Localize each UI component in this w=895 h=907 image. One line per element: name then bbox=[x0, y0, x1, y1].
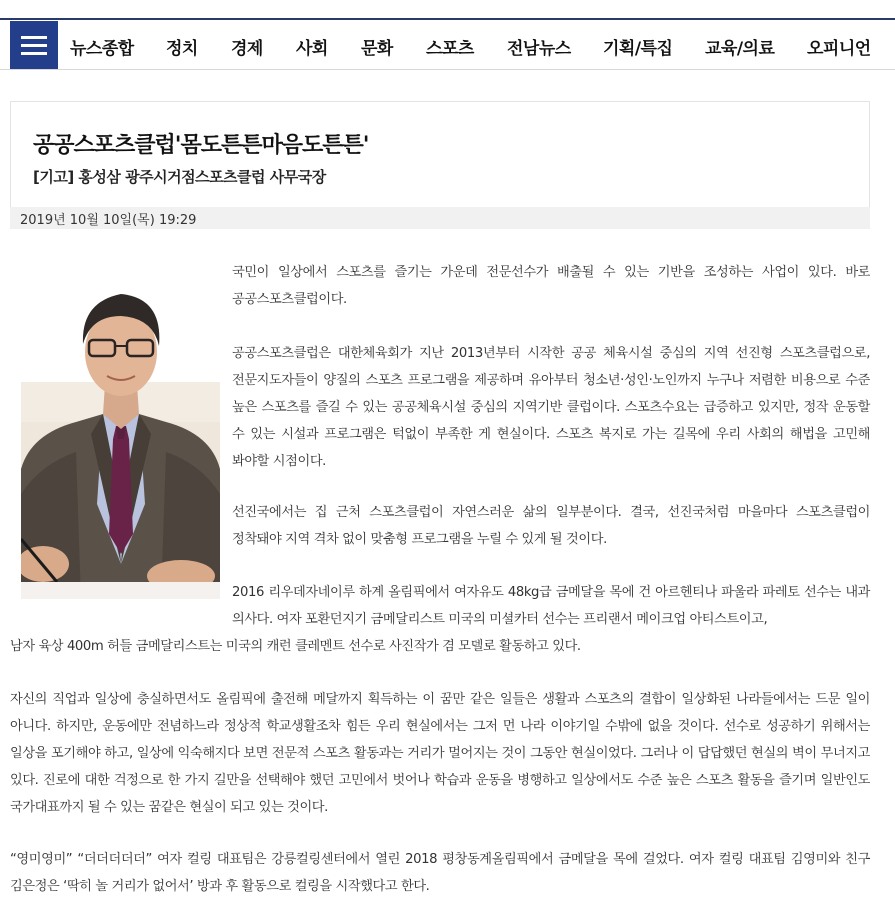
nav-item-society[interactable]: 사회 bbox=[296, 39, 328, 59]
hamburger-menu-icon[interactable] bbox=[10, 21, 58, 69]
article-paragraph-4-continued: 남자 육상 400m 허들 금메달리스트는 미국의 캐런 클레멘트 선수로 사진작가 겸 모델로 활동하고 있다. bbox=[10, 639, 581, 654]
date-bar bbox=[10, 207, 870, 229]
nav-item-economy[interactable]: 경제 bbox=[231, 39, 263, 59]
nav-item-politics[interactable]: 정치 bbox=[166, 39, 198, 59]
article-byline: [기고] 홍성삼 광주시거점스포츠클럽 사무국장 bbox=[33, 168, 326, 186]
nav-item-sports[interactable]: 스포츠 bbox=[426, 39, 474, 59]
article-paragraph-6: “영미영미” “더더더더더” 여자 컬링 대표팀은 강릉컬링센터에서 열린 2018 평창동계올림픽에서 금메달을 목에 걸었다. 여자 컬링 대표팀 김영미와 친구 김은정은 ‘딱히 놀 거리가 없어서’ 방과 후 활동으로 컬링을 시작했다고 한다. bbox=[10, 852, 870, 894]
nav-item-feature[interactable]: 기획/특집 bbox=[603, 39, 673, 59]
nav-item-culture[interactable]: 문화 bbox=[361, 39, 393, 59]
article-date: 2019년 10월 10일(목) 19:29 bbox=[20, 213, 197, 228]
article-headline: 공공스포츠클럽'몸도튼튼마음도튼튼' bbox=[33, 133, 369, 158]
article-paragraph-2: 공공스포츠클럽은 대한체육회가 지난 2013년부터 시작한 공공 체육시설 중심의 지역 선진형 스포츠클럽으로, 전문지도자들이 양질의 스포츠 프로그램을 제공하며 유아부터 청소년·성인·노인까지 누구나 저렴한 비용으로 수준 높은 스포츠를 즐길 수 있는 공공체육시설 중심의 지역기반 클럽이다. 스포츠수요는 급증하고 있지만, 정작 운동할 수 있는 시설과 프로그램은 턱없이 부족한 게 현실이다. 스포츠 복지로 가는 길목에 우리 사회의 해법을 고민해 봐야할 시점이다. bbox=[232, 346, 870, 469]
article-paragraph-1: 국민이 일상에서 스포츠를 즐기는 가운데 전문선수가 배출될 수 있는 기반을 조성하는 사업이 있다. 바로 공공스포츠클럽이다. bbox=[232, 265, 870, 307]
main-nav bbox=[0, 20, 895, 70]
article-paragraph-5: 자신의 직업과 일상에 충실하면서도 올림픽에 출전해 메달까지 획득하는 이 꿈만 같은 일들은 생활과 스포츠의 결합이 일상화된 나라들에서는 드문 일이 아니다. 하지만, 운동에만 전념하느라 정상적 학교생활조차 힘든 우리 현실에서는 그저 먼 나라 이야기일 수밖에 없을 것이다. 선수로 성공하기 위해서는 일상을 포기해야 하고, 일상에 익숙해지다 보면 전문적 스포츠 활동과는 거리가 멀어지는 것이 그동안 현실이었다. 그러나 이 답답했던 현실의 벽이 무너지고 있다. 진로에 대한 걱정으로 한 가지 길만을 선택해야 했던 고민에서 벗어나 학습과 운동을 병행하고 일상에서도 수준 높은 스포츠 활동을 즐기며 일반인도 국가대표까지 될 수 있는 꿈같은 현실이 되고 있는 것이다. bbox=[10, 692, 870, 815]
article-header bbox=[10, 101, 870, 207]
author-photo bbox=[21, 264, 220, 599]
nav-item-education[interactable]: 교육/의료 bbox=[705, 39, 775, 59]
article-paragraph-4: 2016 리우데자네이루 하계 올림픽에서 여자유도 48kg급 금메달을 목에 건 아르헨티나 파울라 파레토 선수는 내과 의사다. 여자 포환던지기 금메달리스트 미국의 미셜카터 선수는 프리랜서 메이크업 아티스트이고, bbox=[232, 585, 870, 627]
nav-item-jeonnam[interactable]: 전남뉴스 bbox=[507, 39, 571, 59]
article-paragraph-3: 선진국에서는 집 근처 스포츠클럽이 자연스러운 삶의 일부분이다. 결국, 선진국처럼 마을마다 스포츠클럽이 정착돼야 지역 격차 없이 맞춤형 프로그램을 누릴 수 있게 될 것이다. bbox=[232, 505, 870, 547]
nav-item-news[interactable]: 뉴스종합 bbox=[70, 39, 134, 59]
nav-item-opinion[interactable]: 오피니언 bbox=[807, 39, 871, 59]
